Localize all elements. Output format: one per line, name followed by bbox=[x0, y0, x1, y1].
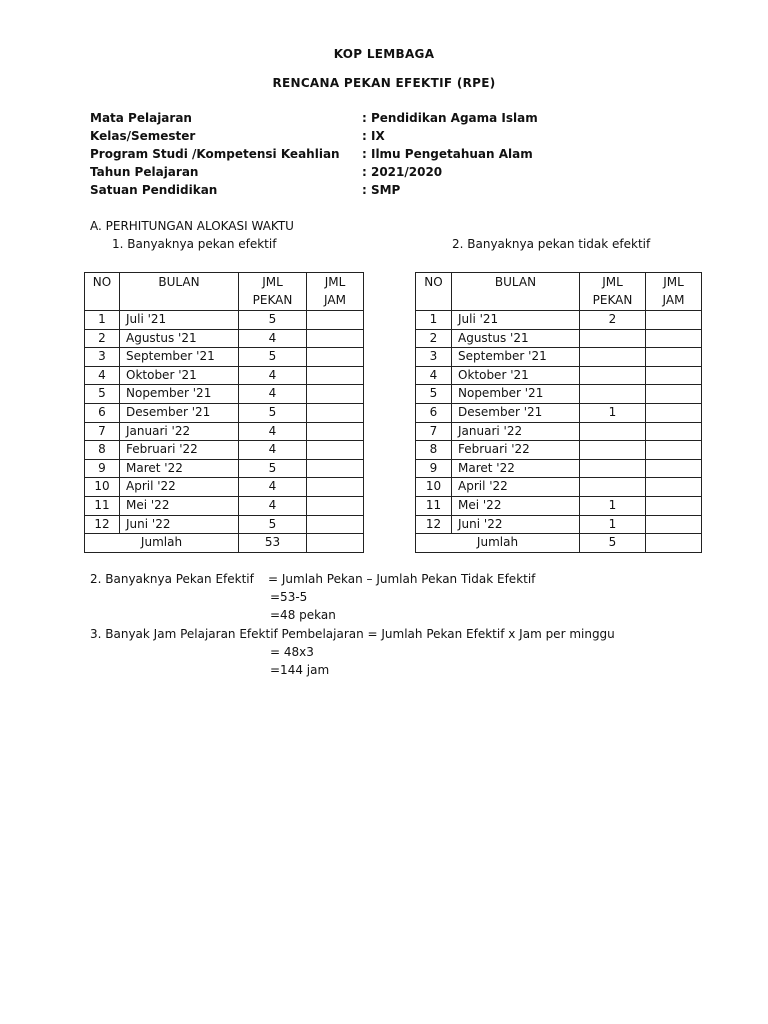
cell-jml-jam bbox=[646, 348, 702, 367]
cell-bulan: Mei '22 bbox=[452, 496, 580, 515]
cell-bulan: April '22 bbox=[452, 478, 580, 497]
table-row bbox=[416, 441, 702, 460]
calc-item2-step2: =48 pekan bbox=[270, 608, 336, 622]
total-jam bbox=[646, 534, 702, 553]
cell-bulan: Maret '22 bbox=[452, 459, 580, 478]
cell-no: 8 bbox=[416, 441, 452, 460]
cell-no: 11 bbox=[416, 496, 452, 515]
table-row bbox=[85, 441, 364, 460]
cell-jml-pekan bbox=[580, 348, 646, 367]
table-row bbox=[416, 385, 702, 404]
cell-jml-jam bbox=[307, 329, 364, 348]
cell-jml-pekan bbox=[580, 385, 646, 404]
cell-jml-pekan: 4 bbox=[239, 478, 307, 497]
header-bulan: BULAN bbox=[120, 273, 239, 311]
cell-jml-jam bbox=[646, 311, 702, 330]
table-header-row bbox=[416, 273, 702, 311]
kop-lembaga-title: KOP LEMBAGA bbox=[333, 47, 435, 61]
cell-no: 7 bbox=[85, 422, 120, 441]
table-row bbox=[416, 496, 702, 515]
document-title: RENCANA PEKAN EFEKTIF (RPE) bbox=[272, 76, 496, 90]
cell-jml-jam bbox=[307, 478, 364, 497]
cell-jml-pekan: 1 bbox=[580, 403, 646, 422]
cell-no: 5 bbox=[416, 385, 452, 404]
info-label-satuan-pendidikan: Satuan Pendidikan bbox=[90, 183, 218, 197]
header-jml-jam-line1: JML bbox=[324, 275, 346, 289]
cell-bulan: Oktober '21 bbox=[120, 366, 239, 385]
header-jml-pekan-line1: JML bbox=[602, 275, 623, 289]
cell-bulan: Juli '21 bbox=[452, 311, 580, 330]
header-jml-jam bbox=[646, 273, 702, 311]
table-row bbox=[85, 422, 364, 441]
cell-bulan: Desember '21 bbox=[120, 403, 239, 422]
header-jml-pekan bbox=[580, 273, 646, 311]
header-jml-pekan bbox=[239, 273, 307, 311]
info-value-program-studi: : Ilmu Pengetahuan Alam bbox=[362, 147, 533, 161]
cell-no: 6 bbox=[85, 403, 120, 422]
table-row bbox=[85, 311, 364, 330]
cell-jml-jam bbox=[646, 515, 702, 534]
cell-no: 4 bbox=[416, 366, 452, 385]
info-value-satuan-pendidikan: : SMP bbox=[362, 183, 401, 197]
cell-jml-pekan: 2 bbox=[580, 311, 646, 330]
cell-bulan: Maret '22 bbox=[120, 459, 239, 478]
cell-jml-pekan: 4 bbox=[239, 422, 307, 441]
cell-no: 7 bbox=[416, 422, 452, 441]
calc-item2-formula: = Jumlah Pekan – Jumlah Pekan Tidak Efektif bbox=[268, 572, 536, 586]
cell-bulan: Januari '22 bbox=[120, 422, 239, 441]
table-total-row bbox=[85, 534, 364, 553]
cell-jml-pekan bbox=[580, 478, 646, 497]
table-row bbox=[85, 459, 364, 478]
cell-no: 8 bbox=[85, 441, 120, 460]
section-a-heading: A. PERHITUNGAN ALOKASI WAKTU bbox=[90, 219, 294, 233]
total-label: Jumlah bbox=[85, 534, 239, 553]
table-row bbox=[416, 403, 702, 422]
table-row bbox=[416, 515, 702, 534]
cell-jml-jam bbox=[307, 366, 364, 385]
cell-jml-pekan: 1 bbox=[580, 496, 646, 515]
cell-bulan: Juni '22 bbox=[120, 515, 239, 534]
cell-bulan: Februari '22 bbox=[120, 441, 239, 460]
table-body bbox=[416, 311, 702, 534]
header-bulan: BULAN bbox=[452, 273, 580, 311]
total-jam bbox=[307, 534, 364, 553]
table-row bbox=[416, 478, 702, 497]
cell-bulan: Juni '22 bbox=[452, 515, 580, 534]
cell-bulan: September '21 bbox=[452, 348, 580, 367]
cell-jml-pekan: 4 bbox=[239, 366, 307, 385]
calc-item3-label: 3. Banyak Jam Pelajaran Efektif Pembelajaran = Jumlah Pekan Efektif x Jam per minggu bbox=[90, 627, 615, 641]
cell-jml-jam bbox=[646, 478, 702, 497]
cell-jml-jam bbox=[307, 385, 364, 404]
cell-jml-pekan: 5 bbox=[239, 311, 307, 330]
cell-jml-pekan: 4 bbox=[239, 329, 307, 348]
info-value-kelas-semester: : IX bbox=[362, 129, 385, 143]
cell-jml-jam bbox=[307, 441, 364, 460]
cell-bulan: September '21 bbox=[120, 348, 239, 367]
cell-no: 11 bbox=[85, 496, 120, 515]
header-jml-jam-line1: JML bbox=[663, 275, 684, 289]
cell-bulan: April '22 bbox=[120, 478, 239, 497]
table-header-row bbox=[85, 273, 364, 311]
table-row bbox=[416, 366, 702, 385]
table-row bbox=[85, 366, 364, 385]
header-jml-jam bbox=[307, 273, 364, 311]
table-row bbox=[416, 311, 702, 330]
header-jml-jam-line2: JAM bbox=[324, 292, 346, 307]
cell-jml-jam bbox=[307, 348, 364, 367]
cell-jml-jam bbox=[646, 366, 702, 385]
cell-bulan: Januari '22 bbox=[452, 422, 580, 441]
cell-no: 12 bbox=[416, 515, 452, 534]
cell-jml-pekan bbox=[580, 422, 646, 441]
cell-jml-pekan: 4 bbox=[239, 496, 307, 515]
cell-jml-jam bbox=[646, 496, 702, 515]
info-value-tahun-pelajaran: : 2021/2020 bbox=[362, 165, 443, 179]
table-row bbox=[85, 478, 364, 497]
cell-jml-jam bbox=[646, 385, 702, 404]
total-pekan: 5 bbox=[580, 534, 646, 553]
calc-item3-step2: =144 jam bbox=[270, 663, 330, 677]
table-row bbox=[416, 459, 702, 478]
cell-no: 4 bbox=[85, 366, 120, 385]
table-row bbox=[416, 329, 702, 348]
cell-no: 12 bbox=[85, 515, 120, 534]
header-no: NO bbox=[85, 273, 120, 311]
cell-jml-pekan bbox=[580, 459, 646, 478]
cell-jml-jam bbox=[307, 311, 364, 330]
header-no: NO bbox=[416, 273, 452, 311]
cell-bulan: Agustus '21 bbox=[452, 329, 580, 348]
calc-item2-label: 2. Banyaknya Pekan Efektif bbox=[90, 572, 254, 586]
cell-bulan: Nopember '21 bbox=[452, 385, 580, 404]
subheading-pekan-tidak-efektif: 2. Banyaknya pekan tidak efektif bbox=[452, 237, 651, 251]
cell-jml-jam bbox=[307, 496, 364, 515]
table-row bbox=[85, 403, 364, 422]
cell-jml-jam bbox=[646, 329, 702, 348]
cell-jml-jam bbox=[646, 441, 702, 460]
cell-jml-pekan: 5 bbox=[239, 459, 307, 478]
info-value-mata-pelajaran: : Pendidikan Agama Islam bbox=[362, 111, 538, 125]
cell-jml-pekan: 5 bbox=[239, 403, 307, 422]
cell-bulan: Juli '21 bbox=[120, 311, 239, 330]
cell-no: 9 bbox=[416, 459, 452, 478]
table-row bbox=[85, 348, 364, 367]
cell-bulan: Desember '21 bbox=[452, 403, 580, 422]
table-pekan-efektif bbox=[84, 272, 364, 553]
cell-jml-pekan: 4 bbox=[239, 441, 307, 460]
cell-jml-jam bbox=[646, 459, 702, 478]
cell-jml-jam bbox=[307, 422, 364, 441]
table-body bbox=[85, 311, 364, 534]
cell-bulan: Nopember '21 bbox=[120, 385, 239, 404]
cell-jml-jam bbox=[307, 403, 364, 422]
cell-bulan: Februari '22 bbox=[452, 441, 580, 460]
header-jml-jam-line2: JAM bbox=[662, 292, 685, 307]
calc-item3-step1: = 48x3 bbox=[270, 645, 314, 659]
table-row bbox=[416, 348, 702, 367]
info-label-mata-pelajaran: Mata Pelajaran bbox=[90, 111, 192, 125]
cell-jml-jam bbox=[646, 403, 702, 422]
cell-no: 3 bbox=[416, 348, 452, 367]
cell-no: 2 bbox=[85, 329, 120, 348]
info-label-program-studi: Program Studi /Kompetensi Keahlian bbox=[90, 147, 340, 161]
table-row bbox=[416, 422, 702, 441]
cell-bulan: Agustus '21 bbox=[120, 329, 239, 348]
header-jml-pekan-line2: PEKAN bbox=[592, 292, 633, 307]
cell-no: 1 bbox=[85, 311, 120, 330]
cell-bulan: Oktober '21 bbox=[452, 366, 580, 385]
total-label: Jumlah bbox=[416, 534, 580, 553]
header-jml-pekan-line2: PEKAN bbox=[252, 292, 293, 307]
cell-jml-jam bbox=[646, 422, 702, 441]
cell-no: 10 bbox=[85, 478, 120, 497]
total-pekan: 53 bbox=[239, 534, 307, 553]
cell-no: 5 bbox=[85, 385, 120, 404]
cell-jml-pekan: 1 bbox=[580, 515, 646, 534]
cell-jml-jam bbox=[307, 515, 364, 534]
cell-jml-pekan bbox=[580, 441, 646, 460]
info-label-kelas-semester: Kelas/Semester bbox=[90, 129, 196, 143]
cell-jml-jam bbox=[307, 459, 364, 478]
cell-no: 9 bbox=[85, 459, 120, 478]
cell-no: 1 bbox=[416, 311, 452, 330]
cell-no: 3 bbox=[85, 348, 120, 367]
cell-no: 6 bbox=[416, 403, 452, 422]
table-total-row bbox=[416, 534, 702, 553]
cell-no: 2 bbox=[416, 329, 452, 348]
subheading-pekan-efektif: 1. Banyaknya pekan efektif bbox=[112, 237, 277, 251]
cell-jml-pekan: 5 bbox=[239, 515, 307, 534]
table-row bbox=[85, 329, 364, 348]
table-row bbox=[85, 385, 364, 404]
calc-item2-step1: =53-5 bbox=[270, 590, 308, 604]
info-label-tahun-pelajaran: Tahun Pelajaran bbox=[90, 165, 199, 179]
cell-jml-pekan bbox=[580, 366, 646, 385]
table-row bbox=[85, 515, 364, 534]
table-row bbox=[85, 496, 364, 515]
cell-jml-pekan bbox=[580, 329, 646, 348]
cell-jml-pekan: 5 bbox=[239, 348, 307, 367]
header-jml-pekan-line1: JML bbox=[262, 275, 283, 289]
cell-no: 10 bbox=[416, 478, 452, 497]
cell-jml-pekan: 4 bbox=[239, 385, 307, 404]
cell-bulan: Mei '22 bbox=[120, 496, 239, 515]
table-pekan-tidak-efektif bbox=[415, 272, 702, 553]
